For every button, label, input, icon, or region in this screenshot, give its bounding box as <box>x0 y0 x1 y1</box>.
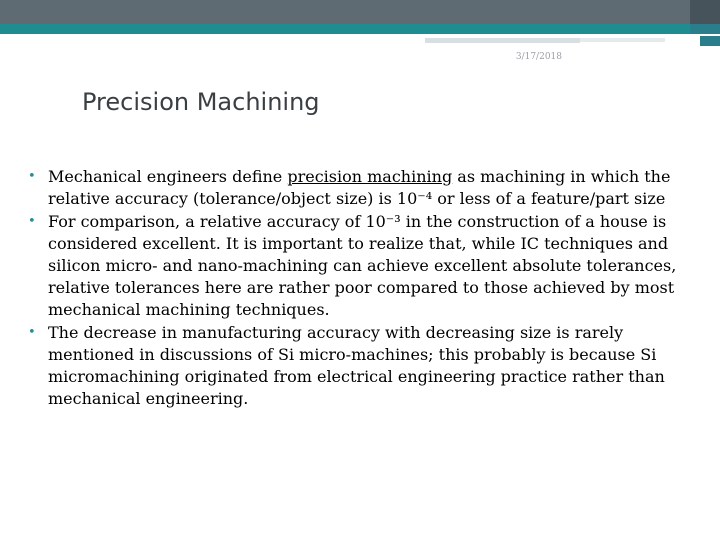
bullet-text: The decrease in manufacturing accuracy with decreasing size is rarely mentioned in discussions of Si micro-machines; this probably is because Si micromachining originated from electrical engineering practice rather than mechanical engineering. <box>48 323 665 408</box>
slide-date: 3/17/2018 <box>515 52 562 62</box>
bullet-list <box>28 166 713 411</box>
decorative-stripe <box>580 38 665 42</box>
decorative-stripe <box>425 38 580 43</box>
bullet-item <box>28 322 713 410</box>
decorative-stripe <box>700 36 720 46</box>
bullet-text-pre: Mechanical engineers define <box>48 167 288 186</box>
top-header-band <box>0 0 720 24</box>
top-header-band-end <box>690 0 720 24</box>
bullet-icon: • <box>28 169 36 184</box>
bullet-text: For comparison, a relative accuracy of 10⁻³ in the construction of a house is considered excellent. It is important to realize that, while IC techniques and silicon micro- and nano-machining can achieve excellent absolute tolerances, relative tolerances here are rather poor compared to those achieved by most mechanical machining techniques. <box>48 212 677 319</box>
slide-title: Precision Machining <box>82 88 320 116</box>
bullet-icon: • <box>28 214 36 229</box>
teal-accent-band-end <box>690 24 720 34</box>
precision-machining-term: precision machining <box>287 167 453 186</box>
bullet-text-post: as machining in which the relative accuracy (tolerance/object size) is 10⁻⁴ or less of a feature/part size <box>48 167 671 208</box>
bullet-icon: • <box>28 325 36 340</box>
bullet-item <box>28 211 713 321</box>
bullet-item <box>28 166 713 210</box>
teal-accent-band <box>0 24 720 34</box>
